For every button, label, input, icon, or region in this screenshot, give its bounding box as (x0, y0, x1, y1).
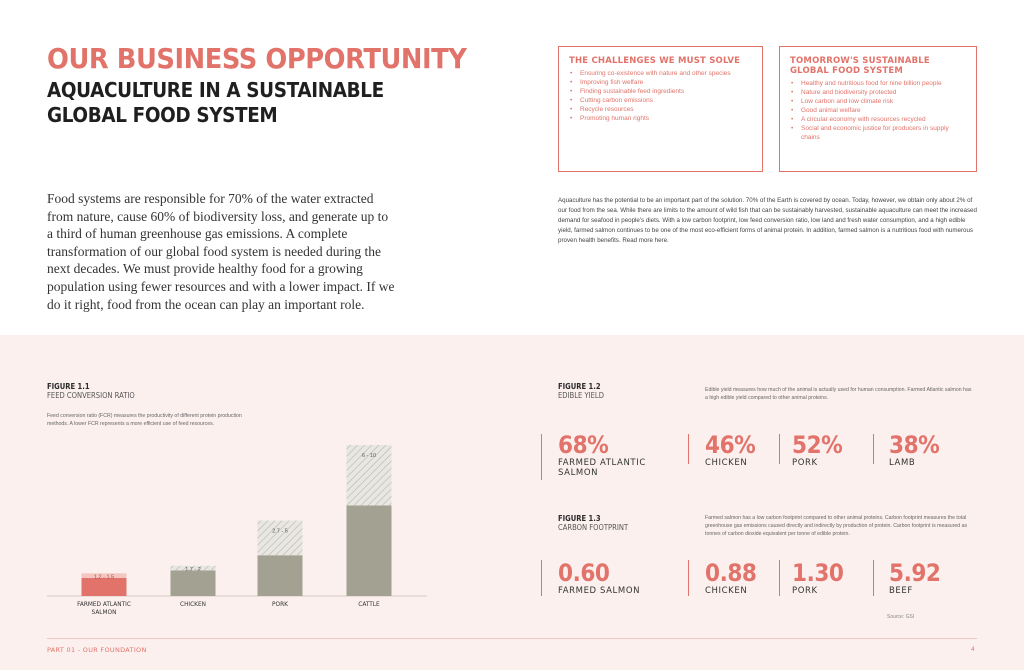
stat-divider (688, 434, 689, 464)
challenge-item: • Ensuring co-existence with nature and other species (569, 69, 752, 78)
stat-divider (541, 434, 542, 480)
stat-label: BEEF (889, 586, 913, 596)
footer-section-label: PART 01 - OUR FOUNDATION (47, 646, 147, 654)
tomorrow-item: • Low carbon and low climate risk (790, 97, 966, 106)
challenge-item: • Recycle resources (569, 105, 752, 114)
aquaculture-paragraph: Aquaculture has the potential to be an important part of the solution. 70% of the Earth is covered by ocean. Today, however, we obtain only about 2% of our food from the sea. While there are limits to the amount of wild fish that can be sustainably harvested, sustainable aquaculture can meet the increased demand for seafood in people's diets. With a low carbon footprint, low feed conversion ratio, low land and fresh water consumption, and a high edible yield, farmed salmon continues to be one of the most eco-efficient forms of animal protein. In addition, farmed salmon is a nutritious food with numerous proven health benefits. Read more here. (558, 197, 977, 244)
stat-value: 0.88 (705, 559, 757, 587)
stat-value: 1.30 (792, 559, 844, 587)
tomorrow-item: • Social and economic justice for producers in supply chains (790, 124, 966, 142)
category-label: PORK (272, 602, 288, 608)
stat-label: PORK (792, 586, 818, 596)
figure-1-3-title: CARBON FOOTPRINT (558, 523, 629, 532)
stat-label: LAMB (889, 458, 916, 468)
page-subtitle: AQUACULTURE IN A SUSTAINABLE GLOBAL FOOD SYSTEM (47, 78, 384, 127)
carbon-stat (889, 560, 946, 596)
challenge-item: • Promoting human rights (569, 114, 752, 123)
tomorrow-item: • A circular economy with resources recycled (790, 115, 966, 124)
figure-1-1-title: FEED CONVERSION RATIO (47, 391, 135, 400)
page-number: 4 (971, 646, 975, 653)
figure-1-2-label (558, 382, 604, 400)
tomorrow-item: • Good animal welfare (790, 106, 966, 115)
edible-yield-stat (558, 432, 658, 478)
source-note: Source: GSI (887, 614, 915, 620)
intro-paragraph: Food systems are responsible for 70% of the water extracted from nature, cause 60% of biodiversity loss, and generate up to a third of human greenhouse gas emissions. A complete transformation of our global food system is needed during the next decades. We must provide healthy food for a growing population using fewer resources and with a lower impact. If we do it right, food from the ocean can play an important role. (47, 191, 395, 312)
challenges-box (558, 46, 763, 172)
edible-yield-stat (792, 432, 848, 468)
challenges-list (569, 69, 752, 123)
stat-divider (688, 560, 689, 596)
bar-range-label: 6 - 10 (361, 453, 377, 459)
category-label: SALMON (91, 610, 117, 616)
carbon-stat (558, 560, 640, 596)
stat-label: FARMED SALMON (558, 586, 641, 596)
category-label: CHICKEN (180, 602, 206, 608)
stat-value: 0.60 (558, 559, 610, 587)
tomorrow-item: • Nature and biodiversity protected (790, 88, 966, 97)
figure-1-1-description: Feed conversion ratio (FCR) measures the productivity of different protein production methods. A lower FCR represents a more efficient use of feed resources. (47, 413, 242, 427)
challenges-title: THE CHALLENGES WE MUST SOLVE (569, 56, 741, 66)
edible-yield-stat (705, 432, 761, 468)
figure-1-2-number: FIGURE 1.2 (558, 382, 601, 391)
figure-1-1-number: FIGURE 1.1 (47, 382, 90, 391)
bar-range-label: 1.7 - 2 (185, 567, 201, 574)
category-label: CATTLE (358, 602, 380, 608)
stat-value: 52% (792, 431, 843, 459)
challenge-item: • Cutting carbon emissions (569, 96, 752, 105)
figure-1-2-description: Edible yield measures how much of the animal is actually used for human consumption. Farmed Atlantic salmon has a high edible yield compared to other animal proteins. (705, 387, 972, 401)
stat-label: PORK (792, 458, 818, 468)
stat-label: FARMED ATLANTIC SALMON (558, 458, 646, 478)
figure-1-3-description: Farmed salmon has a low carbon footprint compared to other animal proteins. Carbon footprint measures the total greenhouse gas emissions caused directly and indirectly by production of protein. Carbon footprint is measured as tonnes of carbon dioxide equivalent per tonne of edible protein. (705, 515, 968, 537)
stat-divider (779, 434, 780, 464)
stat-value: 5.92 (889, 559, 941, 587)
category-label: FARMED ATLANTIC (77, 602, 131, 608)
stat-divider (779, 560, 780, 596)
footer-divider (47, 638, 977, 639)
challenge-item: • Improving fish welfare (569, 78, 752, 87)
fcr-chart (47, 430, 432, 620)
stat-value: 46% (705, 431, 756, 459)
stat-label: CHICKEN (705, 586, 748, 596)
bar-range-label: 2.7 - 5 (272, 528, 288, 535)
challenge-item: • Finding sustainable feed ingredients (569, 87, 752, 96)
stat-divider (873, 434, 874, 464)
stat-value: 68% (558, 431, 609, 459)
figure-1-3-label (558, 514, 628, 532)
carbon-stat (705, 560, 762, 596)
bar-range (258, 521, 303, 556)
stat-label: CHICKEN (705, 458, 748, 468)
bar-minimum (258, 555, 303, 596)
figure-1-3-number: FIGURE 1.3 (558, 514, 601, 523)
stat-divider (873, 560, 874, 596)
tomorrow-list (790, 79, 966, 142)
edible-yield-stat (889, 432, 945, 468)
bar-minimum (347, 505, 392, 596)
bar-minimum (171, 570, 216, 596)
tomorrow-title: TOMORROW'S SUSTAINABLE GLOBAL FOOD SYSTEM (790, 56, 930, 76)
tomorrow-item: • Healthy and nutritious food for nine billion people (790, 79, 966, 88)
figure-1-1-label (47, 382, 135, 400)
carbon-stat (792, 560, 849, 596)
stat-value: 38% (889, 431, 940, 459)
stat-divider (541, 560, 542, 596)
page-title: OUR BUSINESS OPPORTUNITY (47, 42, 467, 75)
figure-1-2-title: EDIBLE YIELD (558, 391, 604, 400)
tomorrow-box (779, 46, 977, 172)
bar-range-label: 1.2 - 1.5 (93, 574, 115, 581)
